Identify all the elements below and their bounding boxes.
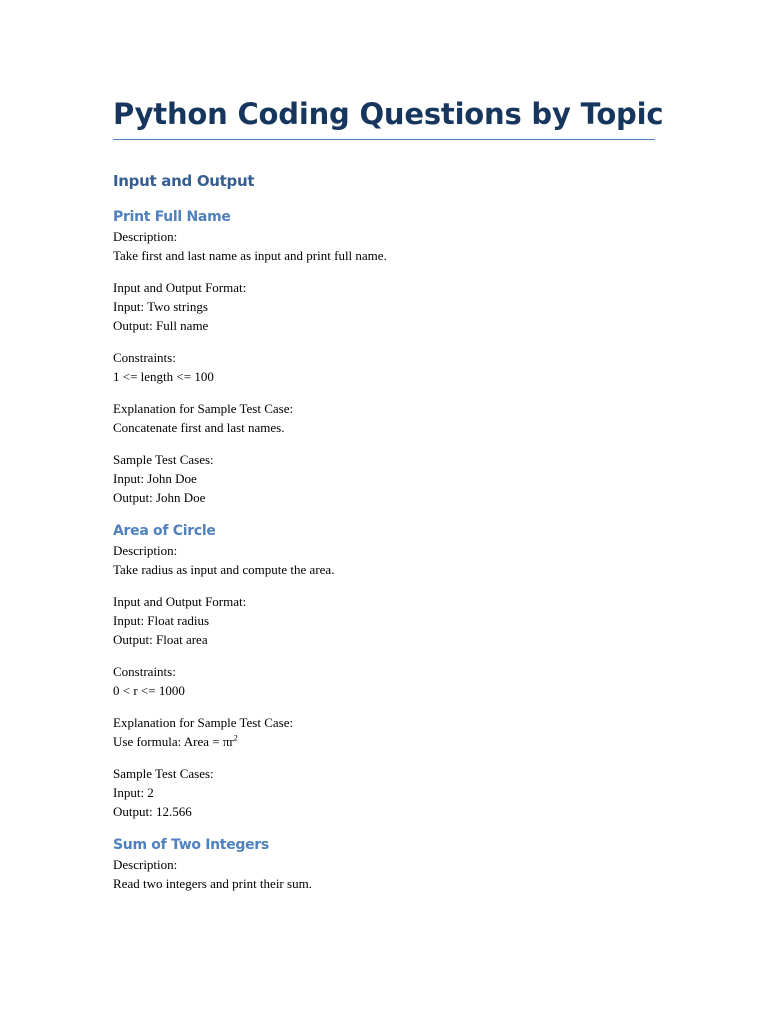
question-sum-of-two-integers [113,835,655,893]
constraints-block [113,662,655,700]
constraints-label: Constraints: [113,664,176,679]
format-input: Input: Two strings [113,299,208,314]
format-label: Input and Output Format: [113,594,247,609]
explanation-label: Explanation for Sample Test Case: [113,401,294,416]
format-label: Input and Output Format: [113,280,247,295]
question-area-of-circle [113,521,655,821]
description-label: Description: [113,229,178,244]
sample-input: Input: 2 [113,785,154,800]
explanation-label: Explanation for Sample Test Case: [113,715,294,730]
question-title: Area of Circle [113,523,216,539]
constraints-block [113,348,655,386]
question-title: Sum of Two Integers [113,837,269,853]
format-block [113,278,655,335]
superscript-exponent: 2 [233,733,238,743]
format-block [113,592,655,649]
description-text: Read two integers and print their sum. [113,876,312,891]
format-output: Output: Float area [113,632,208,647]
explanation-formula [113,732,655,751]
format-input: Input: Float radius [113,613,210,628]
explanation-block [113,713,655,751]
samples-block [113,450,655,507]
document-title: Python Coding Questions by Topic [113,97,664,131]
samples-block [113,764,655,821]
question-title: Print Full Name [113,209,231,225]
description-text: Take first and last name as input and print full name. [113,248,387,263]
samples-label: Sample Test Cases: [113,452,214,467]
description-block [113,855,655,893]
sample-input: Input: John Doe [113,471,197,486]
samples-label: Sample Test Cases: [113,766,214,781]
description-label: Description: [113,857,178,872]
description-label: Description: [113,543,178,558]
title-divider [113,139,655,140]
sample-output: Output: 12.566 [113,804,192,819]
section-heading: Input and Output [113,172,255,190]
constraints-text: 0 < r <= 1000 [113,683,185,698]
explanation-text: Use formula: Area = πr [113,734,234,749]
description-block [113,227,655,265]
constraints-text: 1 <= length <= 100 [113,369,214,384]
document-page [113,94,664,906]
description-text: Take radius as input and compute the area. [113,562,335,577]
constraints-label: Constraints: [113,350,176,365]
explanation-text: Concatenate first and last names. [113,420,285,435]
question-print-full-name [113,207,655,507]
format-output: Output: Full name [113,318,209,333]
description-block [113,541,655,579]
explanation-block [113,399,655,437]
sample-output: Output: John Doe [113,490,206,505]
